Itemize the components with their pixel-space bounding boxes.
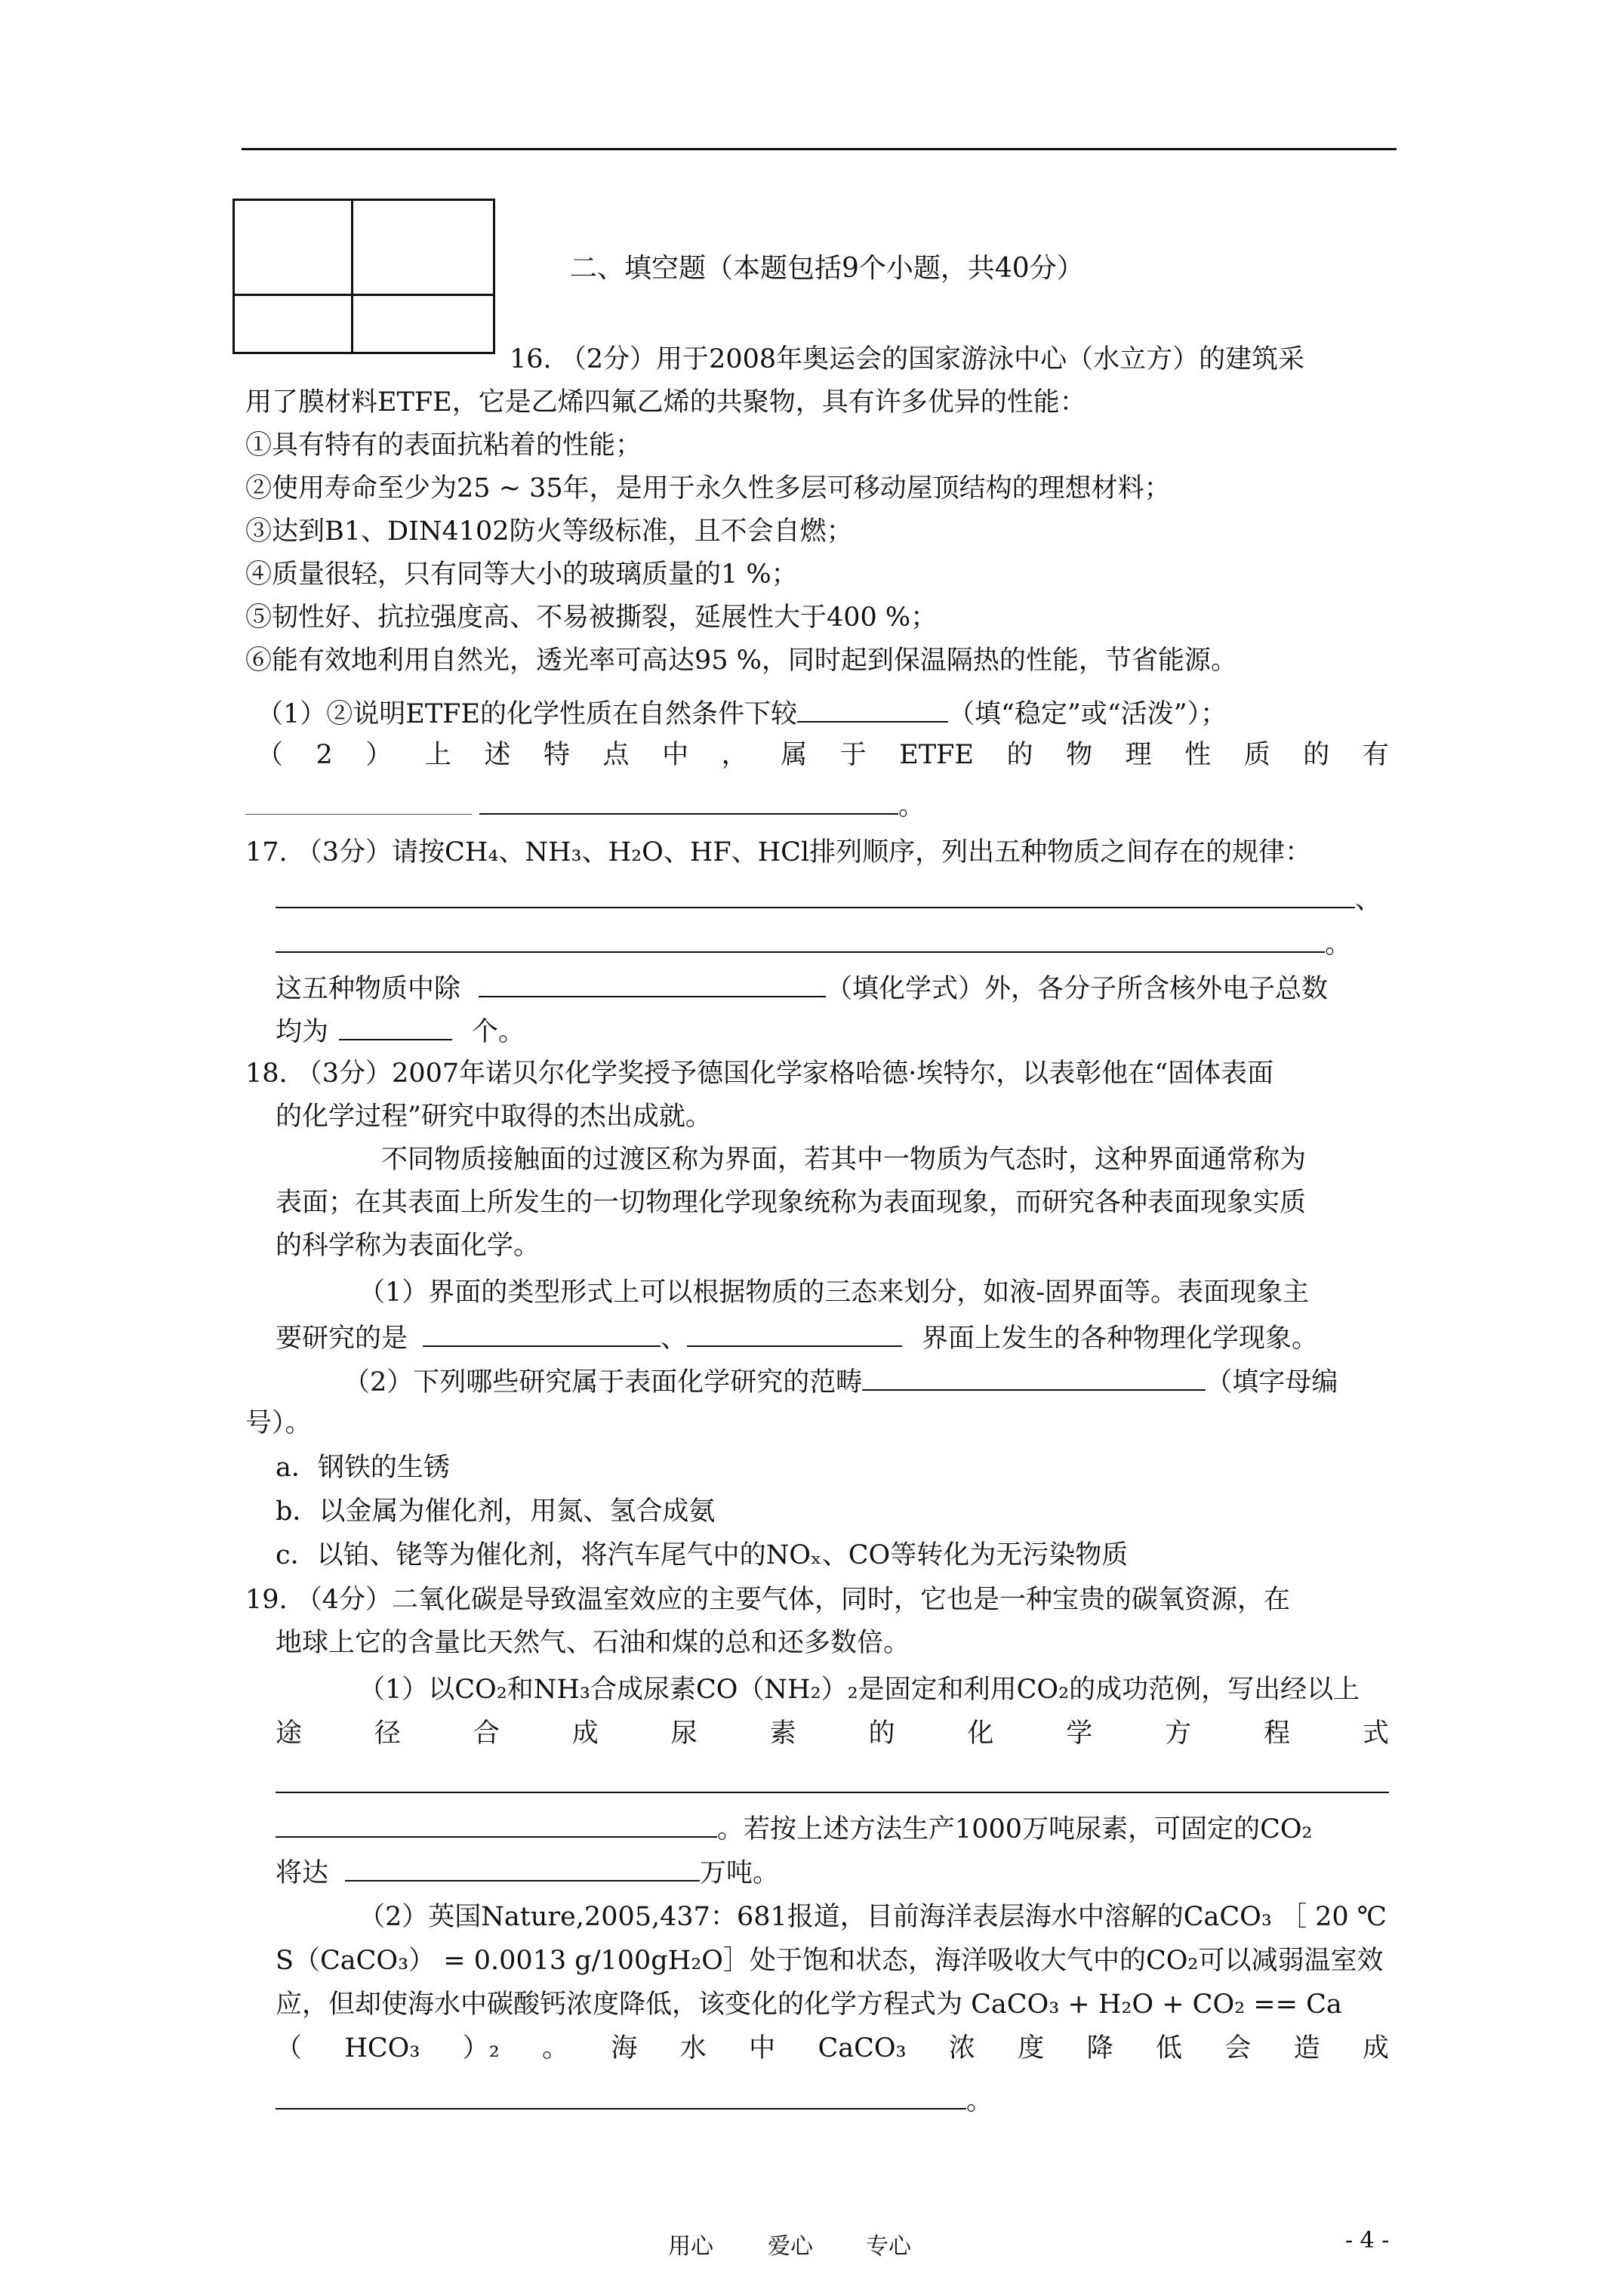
page-number: - 4 -: [1345, 2227, 1390, 2254]
q16-sub2-word-7: 中: [662, 740, 689, 770]
section-title: 二、填空题（本题包括9个小题，共40分）: [570, 253, 1084, 284]
q18-option-c: c．以铂、铑等为催化剂，将汽车尾气中的NOₓ、CO等转化为无污染物质: [276, 1540, 1129, 1570]
q16-sub1: [257, 695, 1227, 731]
q16-sub2-word-3: 上: [424, 740, 451, 770]
q19-sub1-word-10: 程: [1264, 1718, 1291, 1749]
q19-sub2-word-6: 中: [749, 2033, 776, 2063]
q19-sub2-word-11: 低: [1155, 2033, 1182, 2063]
q18-sub1-line-1: （1）界面的类型形式上可以根据物质的三态来划分，如液-固界面等。表面现象主: [359, 1277, 1310, 1308]
q19-sub2-word-10: 降: [1086, 2033, 1113, 2063]
footer-motto-3: 专心: [866, 2233, 911, 2260]
q19-sub2-word-1: HCO₃: [344, 2033, 420, 2063]
q16-line-2: 用了膜材料ETFE，它是乙烯四氟乙烯的共聚物，具有许多优异的性能：: [245, 387, 1086, 418]
q18-sub2-hint-end: 号）。: [245, 1408, 312, 1438]
q17-blank-4[interactable]: [339, 1013, 452, 1040]
score-table: [233, 199, 495, 354]
score-table-vertical-line: [351, 201, 353, 352]
q16-sub2-word-2: ）: [365, 740, 393, 770]
q16-sub2-word-13: 物: [1066, 740, 1093, 770]
q19-line-1: 19. （4分）二氧化碳是导致温室效应的主要气体，同时，它也是一种宝贵的碳氧资源，在: [245, 1585, 1291, 1615]
q16-sub1-text: （1）②说明ETFE的化学性质在自然条件下较: [257, 699, 797, 729]
q16-item-3: ③达到B1、DIN4102防火等级标准，且不会自燃；: [245, 516, 853, 547]
q16-sub2-blank-2[interactable]: [479, 787, 898, 815]
q19-sub2-word-0: （: [276, 2033, 303, 2063]
q17-line-3: [276, 926, 1351, 961]
q16-sub2-line: [257, 738, 1389, 772]
q16-sub2-word-15: 性: [1184, 740, 1212, 770]
q19-sub1-word-11: 式: [1362, 1718, 1389, 1749]
q16-sub2-word-14: 理: [1125, 740, 1152, 770]
q19-sub2-word-2: ）₂: [462, 2033, 500, 2063]
q17-line5-end: 个。: [472, 1017, 525, 1047]
q19-sub1-word-7: 化: [967, 1718, 994, 1749]
q19-sub1-line5-end: 万吨。: [700, 1858, 780, 1888]
q19-sub2-word-13: 造: [1293, 2033, 1320, 2063]
q18-option-a: a．钢铁的生锈: [276, 1453, 450, 1483]
q19-sub2-line-1: （2）英国Nature,2005,437：681报道，目前海洋表层海水中溶解的CaCO₃ ［ 20 ℃: [359, 1902, 1387, 1932]
q19-blank-2[interactable]: [276, 1811, 717, 1838]
q18-line-2: 的化学过程”研究中取得的杰出成就。: [276, 1102, 712, 1132]
q19-line-2: 地球上它的含量比天然气、石油和煤的总和还多数倍。: [276, 1628, 910, 1658]
q19-sub1-line-5: [276, 1854, 779, 1890]
q16-sub2-word-8: ，: [721, 740, 748, 770]
q16-sub2-word-17: 的: [1303, 740, 1330, 770]
q16-sub2-blank-1[interactable]: [245, 788, 472, 815]
q18-sub1-end: 界面上发生的各种物理化学现象。: [922, 1324, 1319, 1354]
q16-sub2-word-4: 述: [484, 740, 511, 770]
q16-sub2-word-6: 点: [602, 740, 630, 770]
q18-option-b: b．以金属为催化剂，用氮、氢合成氨: [276, 1496, 716, 1527]
q16-line-1: 16. （2分）用于2008年奥运会的国家游泳中心（水立方）的建筑采: [510, 344, 1305, 374]
q19-sub1-word-9: 方: [1165, 1718, 1192, 1749]
q18-line-1: 18. （3分）2007年诺贝尔化学奖授予德国化学家格哈德·埃特尔，以表彰他在“固体表面: [245, 1059, 1274, 1089]
q18-sub1-text: 要研究的是: [276, 1324, 408, 1354]
q16-sub2-word-18: 有: [1362, 740, 1389, 770]
q19-sub2-word-14: 成: [1362, 2033, 1389, 2063]
q17-line-5: [276, 1013, 525, 1049]
q16-sub2-word-10: 于: [839, 740, 867, 770]
header-rule: [242, 148, 1397, 150]
q18-para-1: 不同物质接触面的过渡区称为界面，若其中一物质为气态时，这种界面通常称为: [381, 1145, 1307, 1175]
q18-para-2: 表面；在其表面上所发生的一切物理化学现象统称为表面现象，而研究各种表面现象实质: [276, 1188, 1307, 1218]
q16-sub2-word-11: ETFE: [899, 740, 975, 770]
q19-sub1-line-2: [276, 1717, 1389, 1750]
q17-period: 。: [1325, 929, 1352, 960]
q16-item-6: ⑥能有效地利用自然光，透光率可高达95 %，同时起到保温隔热的性能，节省能源。: [245, 646, 1237, 676]
q19-sub2-line-4: [276, 2032, 1389, 2065]
q19-sub1-word-0: 途: [276, 1718, 303, 1749]
q19-sub2-word-5: 水: [679, 2033, 707, 2063]
q17-line4-hint: （填化学式）外，各分子所含核外电子总数: [826, 974, 1329, 1004]
q17-line5-text: 均为: [276, 1017, 329, 1047]
q16-sub2-word-5: 特: [544, 740, 571, 770]
q16-item-4: ④质量很轻，只有同等大小的玻璃质量的1 %；: [245, 559, 798, 590]
q16-sub2-word-1: 2: [316, 740, 333, 770]
q17-line-1: 17. （3分）请按CH₄、NH₃、H₂O、HF、HCl排列顺序，列出五种物质之间存在的规律：: [245, 837, 1312, 868]
q18-blank-2[interactable]: [687, 1320, 902, 1347]
q17-line-2: [276, 881, 1381, 917]
q18-sub1-line-2: [276, 1320, 1318, 1355]
q18-sub2-line: [343, 1364, 1338, 1399]
q19-blank-3[interactable]: [345, 1854, 700, 1881]
q18-sub2-hint: （填字母编: [1206, 1367, 1338, 1398]
q18-blank-3[interactable]: [862, 1364, 1206, 1391]
q19-blank-1[interactable]: [276, 1766, 1389, 1793]
q19-sub2-word-7: CaCO₃: [818, 2033, 907, 2063]
q16-sub2-word-16: 质: [1243, 740, 1270, 770]
q19-sub1-word-3: 成: [571, 1718, 599, 1749]
q16-item-1: ①具有特有的表面抗粘着的性能；: [245, 430, 642, 461]
q19-sub2-end: 。: [966, 2086, 993, 2116]
q16-sub1-hint: （填“稳定”或“活泼”）；: [948, 699, 1227, 729]
q19-sub2-word-9: 度: [1018, 2033, 1045, 2063]
q19-sub1-word-1: 径: [374, 1718, 401, 1749]
q19-sub2-word-3: 。: [542, 2033, 569, 2063]
q19-sub1-word-2: 合: [473, 1718, 500, 1749]
q17-blank-1[interactable]: [276, 881, 1355, 908]
q19-sub1-word-5: 素: [769, 1718, 796, 1749]
q19-sub1-word-4: 尿: [670, 1718, 698, 1749]
footer-motto-2: 爱心: [768, 2233, 813, 2260]
q19-sub2-line-2: S（CaCO₃） = 0.0013 g/100gH₂O］处于饱和状态，海洋吸收大气中的CO₂可以减弱温室效: [276, 1946, 1384, 1976]
q19-sub2-word-8: 浓: [948, 2033, 975, 2063]
q19-sub2-line-3: 应，但却使海水中碳酸钙浓度降低，该变化的化学方程式为 CaCO₃ + H₂O + CO₂ == Ca: [276, 1989, 1342, 2020]
q19-sub2-word-4: 海: [611, 2033, 638, 2063]
q19-sub1-line5-text: 将达: [276, 1858, 329, 1888]
q16-sub2-end: 。: [898, 791, 925, 821]
q17-comma: 、: [1355, 885, 1382, 915]
q18-sub2-text: （2）下列哪些研究属于表面化学研究的范畴: [343, 1367, 863, 1398]
q17-line4-text: 这五种物质中除: [276, 974, 461, 1004]
q19-sub1-word-8: 学: [1066, 1718, 1093, 1749]
q16-item-5: ⑤韧性好、抗拉强度高、不易被撕裂，延展性大于400 %；: [245, 603, 938, 633]
q18-para-3: 的科学称为表面化学。: [276, 1231, 540, 1261]
q17-blank-3[interactable]: [479, 970, 826, 997]
q19-sub2-word-12: 会: [1224, 2033, 1252, 2063]
footer-motto-1: 用心: [668, 2233, 713, 2260]
q16-sub2-word-0: （: [257, 740, 284, 770]
q17-blank-2[interactable]: [276, 926, 1325, 953]
q18-blank-1[interactable]: [423, 1320, 661, 1347]
q16-item-2: ②使用寿命至少为25 ~ 35年，是用于永久性多层可移动屋顶结构的理想材料；: [245, 473, 1171, 504]
q19-sub1-line-4: [276, 1811, 1313, 1846]
q18-sub1-sep: 、: [661, 1324, 688, 1354]
q17-line-4: [276, 970, 1328, 1006]
q16-sub2-word-12: 的: [1006, 740, 1033, 770]
q19-blank-4[interactable]: [276, 2082, 966, 2110]
q16-sub1-blank[interactable]: [797, 695, 948, 723]
q19-sub1-line-3: [276, 1766, 1389, 1801]
q19-sub1-word-6: 的: [868, 1718, 895, 1749]
score-table-horizontal-line: [235, 294, 493, 296]
q19-sub2-line-5: [276, 2082, 993, 2118]
q16-sub2-answer: [245, 787, 925, 823]
q19-sub1-text: 。若按上述方法生产1000万吨尿素，可固定的CO₂: [717, 1814, 1313, 1845]
q19-sub1-line-1: （1）以CO₂和NH₃合成尿素CO（NH₂）₂是固定和利用CO₂的成功范例，写出经以上: [359, 1675, 1360, 1705]
q16-sub2-word-9: 属: [781, 740, 808, 770]
